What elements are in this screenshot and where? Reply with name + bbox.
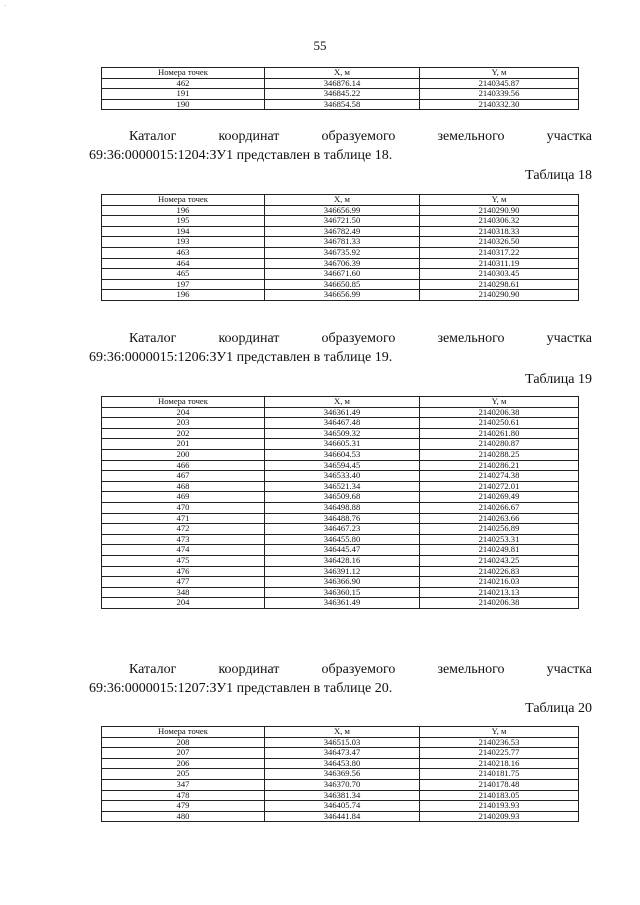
- cell-x: 346782.49: [265, 226, 420, 237]
- cell-point-number: 200: [102, 449, 265, 460]
- word: земельного: [437, 331, 505, 346]
- cell-x: 346405.74: [265, 801, 420, 812]
- cell-point-number: 468: [102, 481, 265, 492]
- cell-y: 2140209.93: [420, 811, 579, 822]
- table-row: [102, 418, 579, 429]
- cell-y: 2140303.45: [420, 269, 579, 280]
- cell-y: 2140286.21: [420, 460, 579, 471]
- cell-x: 346361.49: [265, 407, 420, 418]
- table-row: [102, 78, 579, 89]
- header-y: Y, м: [420, 727, 579, 738]
- cell-y: 2140263.66: [420, 513, 579, 524]
- cell-y: 2140306.32: [420, 216, 579, 227]
- table-header-row: [102, 195, 579, 206]
- cell-y: 2140213.13: [420, 587, 579, 598]
- cell-point-number: 473: [102, 534, 265, 545]
- cell-x: 346594.45: [265, 460, 420, 471]
- table-row: [102, 237, 579, 248]
- cell-x: 346498.88: [265, 502, 420, 513]
- paragraph-table-18: [89, 127, 592, 165]
- paragraph-line-2: 69:36:0000015:1204:ЗУ1 представлен в таблице 18.: [89, 148, 393, 163]
- coordinates-table-20: [101, 726, 579, 822]
- cell-point-number: 470: [102, 502, 265, 513]
- cell-point-number: 204: [102, 598, 265, 609]
- cell-point-number: 206: [102, 758, 265, 769]
- table-row: [102, 481, 579, 492]
- cell-x: 346876.14: [265, 78, 420, 89]
- table-row: [102, 407, 579, 418]
- cell-x: 346366.90: [265, 577, 420, 588]
- cell-y: 2140243.25: [420, 555, 579, 566]
- cell-y: 2140226.83: [420, 566, 579, 577]
- cell-point-number: 195: [102, 216, 265, 227]
- cell-x: 346854.58: [265, 99, 420, 110]
- table-row: [102, 513, 579, 524]
- table-row: [102, 258, 579, 269]
- table-row: [102, 290, 579, 301]
- table-row: [102, 566, 579, 577]
- table-caption-19: Таблица 19: [525, 372, 592, 387]
- cell-point-number: 207: [102, 748, 265, 759]
- table-row: [102, 524, 579, 535]
- cell-point-number: 196: [102, 205, 265, 216]
- cell-y: 2140253.31: [420, 534, 579, 545]
- cell-x: 346455.80: [265, 534, 420, 545]
- cell-point-number: 475: [102, 555, 265, 566]
- cell-x: 346369.56: [265, 769, 420, 780]
- coordinates-table-18: [101, 194, 579, 301]
- cell-x: 346650.85: [265, 279, 420, 290]
- cell-point-number: 469: [102, 492, 265, 503]
- cell-y: 2140280.87: [420, 439, 579, 450]
- cell-y: 2140326.50: [420, 237, 579, 248]
- cell-x: 346706.39: [265, 258, 420, 269]
- cell-y: 2140272.01: [420, 481, 579, 492]
- cell-point-number: 190: [102, 99, 265, 110]
- cell-point-number: 479: [102, 801, 265, 812]
- header-x: X, м: [265, 397, 420, 408]
- paragraph-line-2: 69:36:0000015:1206:ЗУ1 представлен в таблице 19.: [89, 350, 393, 365]
- corner-mark: ·: [4, 2, 7, 10]
- cell-point-number: 194: [102, 226, 265, 237]
- cell-point-number: 202: [102, 428, 265, 439]
- cell-x: 346488.76: [265, 513, 420, 524]
- table-row: [102, 534, 579, 545]
- table-row: [102, 598, 579, 609]
- cell-point-number: 474: [102, 545, 265, 556]
- table-row: [102, 99, 579, 110]
- cell-y: 2140290.90: [420, 205, 579, 216]
- cell-x: 346428.16: [265, 555, 420, 566]
- cell-x: 346441.84: [265, 811, 420, 822]
- word: Каталог: [129, 662, 177, 677]
- cell-point-number: 477: [102, 577, 265, 588]
- table-row: [102, 737, 579, 748]
- paragraph-line-2: 69:36:0000015:1207:ЗУ1 представлен в таблице 20.: [89, 681, 393, 696]
- header-x: X, м: [265, 727, 420, 738]
- cell-x: 346845.22: [265, 89, 420, 100]
- word: образуемого: [321, 331, 396, 346]
- table-row: [102, 449, 579, 460]
- word: земельного: [437, 129, 505, 144]
- cell-y: 2140318.33: [420, 226, 579, 237]
- cell-x: 346360.15: [265, 587, 420, 598]
- cell-x: 346781.33: [265, 237, 420, 248]
- table-row: [102, 460, 579, 471]
- table-caption-18: Таблица 18: [525, 168, 592, 183]
- cell-point-number: 347: [102, 779, 265, 790]
- cell-x: 346509.32: [265, 428, 420, 439]
- table-caption-20: Таблица 20: [525, 701, 592, 716]
- table-header-row: [102, 397, 579, 408]
- paragraph-line-1: [89, 660, 592, 679]
- table-row: [102, 545, 579, 556]
- cell-x: 346473.47: [265, 748, 420, 759]
- cell-point-number: 193: [102, 237, 265, 248]
- header-point: Номера точек: [102, 397, 265, 408]
- cell-x: 346361.49: [265, 598, 420, 609]
- table-row: [102, 269, 579, 280]
- cell-point-number: 466: [102, 460, 265, 471]
- cell-point-number: 478: [102, 790, 265, 801]
- cell-x: 346656.99: [265, 290, 420, 301]
- cell-x: 346671.60: [265, 269, 420, 280]
- cell-y: 2140216.03: [420, 577, 579, 588]
- paragraph-table-19: [89, 329, 592, 367]
- cell-point-number: 480: [102, 811, 265, 822]
- table-row: [102, 492, 579, 503]
- coordinates-table-17: [101, 67, 579, 110]
- cell-x: 346370.70: [265, 779, 420, 790]
- cell-y: 2140225.77: [420, 748, 579, 759]
- cell-point-number: 205: [102, 769, 265, 780]
- cell-y: 2140218.16: [420, 758, 579, 769]
- table-row: [102, 811, 579, 822]
- cell-y: 2140249.81: [420, 545, 579, 556]
- cell-y: 2140317.22: [420, 247, 579, 258]
- cell-point-number: 196: [102, 290, 265, 301]
- table-row: [102, 439, 579, 450]
- word: координат: [218, 129, 280, 144]
- cell-y: 2140178.48: [420, 779, 579, 790]
- cell-point-number: 201: [102, 439, 265, 450]
- paragraph-line-1: [89, 127, 592, 146]
- cell-x: 346721.50: [265, 216, 420, 227]
- cell-x: 346515.03: [265, 737, 420, 748]
- header-y: Y, м: [420, 195, 579, 206]
- cell-y: 2140311.19: [420, 258, 579, 269]
- cell-x: 346605.31: [265, 439, 420, 450]
- cell-x: 346521.34: [265, 481, 420, 492]
- cell-x: 346467.23: [265, 524, 420, 535]
- table-row: [102, 205, 579, 216]
- word: координат: [218, 331, 280, 346]
- cell-point-number: 472: [102, 524, 265, 535]
- cell-y: 2140332.30: [420, 99, 579, 110]
- cell-point-number: 467: [102, 471, 265, 482]
- table-row: [102, 279, 579, 290]
- cell-point-number: 197: [102, 279, 265, 290]
- cell-y: 2140288.25: [420, 449, 579, 460]
- cell-y: 2140298.61: [420, 279, 579, 290]
- cell-x: 346604.53: [265, 449, 420, 460]
- cell-y: 2140206.38: [420, 407, 579, 418]
- word: образуемого: [321, 662, 396, 677]
- table-row: [102, 748, 579, 759]
- cell-point-number: 191: [102, 89, 265, 100]
- table-row: [102, 502, 579, 513]
- word: участка: [546, 331, 592, 346]
- table-row: [102, 89, 579, 100]
- cell-point-number: 465: [102, 269, 265, 280]
- cell-y: 2140183.05: [420, 790, 579, 801]
- cell-point-number: 464: [102, 258, 265, 269]
- cell-x: 346533.40: [265, 471, 420, 482]
- word: Каталог: [129, 331, 177, 346]
- word: образуемого: [321, 129, 396, 144]
- cell-y: 2140206.38: [420, 598, 579, 609]
- cell-point-number: 203: [102, 418, 265, 429]
- table-row: [102, 587, 579, 598]
- cell-point-number: 204: [102, 407, 265, 418]
- cell-x: 346509.68: [265, 492, 420, 503]
- paragraph-table-20: [89, 660, 592, 698]
- cell-y: 2140250.61: [420, 418, 579, 429]
- table-row: [102, 226, 579, 237]
- coordinates-table-19: [101, 396, 579, 609]
- header-y: Y, м: [420, 397, 579, 408]
- table-row: [102, 779, 579, 790]
- table-row: [102, 216, 579, 227]
- table-row: [102, 471, 579, 482]
- table-row: [102, 790, 579, 801]
- cell-point-number: 463: [102, 247, 265, 258]
- cell-point-number: 462: [102, 78, 265, 89]
- word: Каталог: [129, 129, 177, 144]
- cell-y: 2140339.56: [420, 89, 579, 100]
- cell-y: 2140261.80: [420, 428, 579, 439]
- cell-y: 2140290.90: [420, 290, 579, 301]
- cell-y: 2140269.49: [420, 492, 579, 503]
- cell-x: 346381.34: [265, 790, 420, 801]
- paragraph-line-1: [89, 329, 592, 348]
- cell-x: 346735.92: [265, 247, 420, 258]
- word: участка: [546, 129, 592, 144]
- cell-y: 2140256.89: [420, 524, 579, 535]
- table-row: [102, 758, 579, 769]
- cell-y: 2140345.87: [420, 78, 579, 89]
- cell-x: 346445.47: [265, 545, 420, 556]
- cell-point-number: 208: [102, 737, 265, 748]
- table-header-row: [102, 68, 579, 79]
- cell-x: 346453.80: [265, 758, 420, 769]
- page-number: 55: [313, 38, 327, 53]
- header-x: X, м: [265, 68, 420, 79]
- header-point: Номера точек: [102, 727, 265, 738]
- cell-y: 2140181.75: [420, 769, 579, 780]
- header-x: X, м: [265, 195, 420, 206]
- cell-x: 346391.12: [265, 566, 420, 577]
- header-point: Номера точек: [102, 68, 265, 79]
- cell-x: 346656.99: [265, 205, 420, 216]
- table-row: [102, 577, 579, 588]
- word: участка: [546, 662, 592, 677]
- cell-y: 2140274.38: [420, 471, 579, 482]
- cell-point-number: 348: [102, 587, 265, 598]
- cell-point-number: 471: [102, 513, 265, 524]
- table-row: [102, 555, 579, 566]
- table-row: [102, 428, 579, 439]
- cell-point-number: 476: [102, 566, 265, 577]
- table-row: [102, 247, 579, 258]
- word: земельного: [437, 662, 505, 677]
- cell-y: 2140193.93: [420, 801, 579, 812]
- word: координат: [218, 662, 280, 677]
- cell-y: 2140236.53: [420, 737, 579, 748]
- cell-x: 346467.48: [265, 418, 420, 429]
- table-header-row: [102, 727, 579, 738]
- table-row: [102, 769, 579, 780]
- header-point: Номера точек: [102, 195, 265, 206]
- header-y: Y, м: [420, 68, 579, 79]
- table-row: [102, 801, 579, 812]
- cell-y: 2140266.67: [420, 502, 579, 513]
